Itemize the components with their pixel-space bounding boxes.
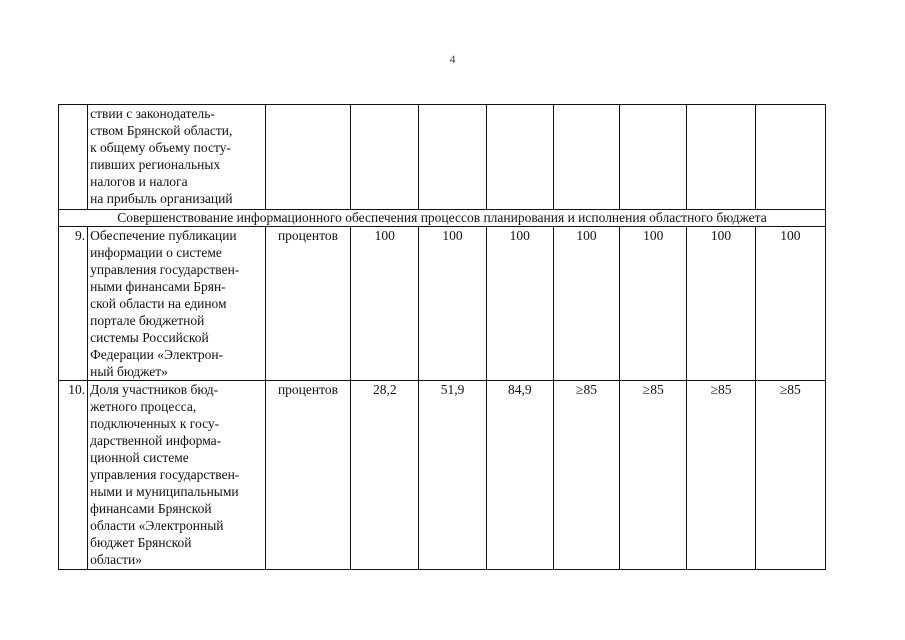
value-cell: [486, 105, 553, 210]
value-cell: [553, 105, 619, 210]
value-cell: [351, 105, 419, 210]
value-cell: [620, 105, 687, 210]
value-cell: 84,9: [486, 381, 553, 570]
table-row: [59, 105, 826, 210]
value-cell: 100: [553, 227, 619, 381]
value-cell: 51,9: [419, 381, 486, 570]
value-cell: ≥85: [755, 381, 825, 570]
value-cell: 100: [419, 227, 486, 381]
value-cell: ≥85: [620, 381, 687, 570]
row-number: [59, 105, 88, 210]
indicator-name: Обеспечение публикации информации о системе управления государствен- ными финансами Брян- ской области на едином портале бюджетной системы Российской Федерации «Электрон- ный бюджет»: [88, 227, 266, 381]
value-cell: 100: [755, 227, 825, 381]
value-cell: 28,2: [351, 381, 419, 570]
row-number: 10.: [59, 381, 88, 570]
value-cell: 100: [351, 227, 419, 381]
table-row: [59, 381, 826, 570]
section-header-row: [59, 210, 826, 227]
value-cell: [755, 105, 825, 210]
value-cell: [419, 105, 486, 210]
section-title: Совершенствование информационного обеспечения процессов планирования и исполнения областного бюджета: [59, 210, 826, 227]
page-number: 4: [449, 52, 456, 66]
unit-cell: процентов: [265, 227, 350, 381]
row-number: 9.: [59, 227, 88, 381]
value-cell: 100: [687, 227, 755, 381]
unit-cell: [265, 105, 350, 210]
value-cell: [687, 105, 755, 210]
table-row: [59, 227, 826, 381]
value-cell: 100: [620, 227, 687, 381]
indicator-name: ствии с законодатель- ством Брянской области, к общему объему посту- пивших региональных налогов и налога на прибыль организаций: [88, 105, 266, 210]
unit-cell: процентов: [265, 381, 350, 570]
value-cell: ≥85: [553, 381, 619, 570]
indicators-table: [58, 104, 826, 570]
indicator-name: Доля участников бюд- жетного процесса, подключенных к госу- дарственной информа- ционной системе управления государствен- ными и муниципальными финансами Брянской области «Электронный бюджет Брянской области»: [88, 381, 266, 570]
value-cell: 100: [486, 227, 553, 381]
value-cell: ≥85: [687, 381, 755, 570]
